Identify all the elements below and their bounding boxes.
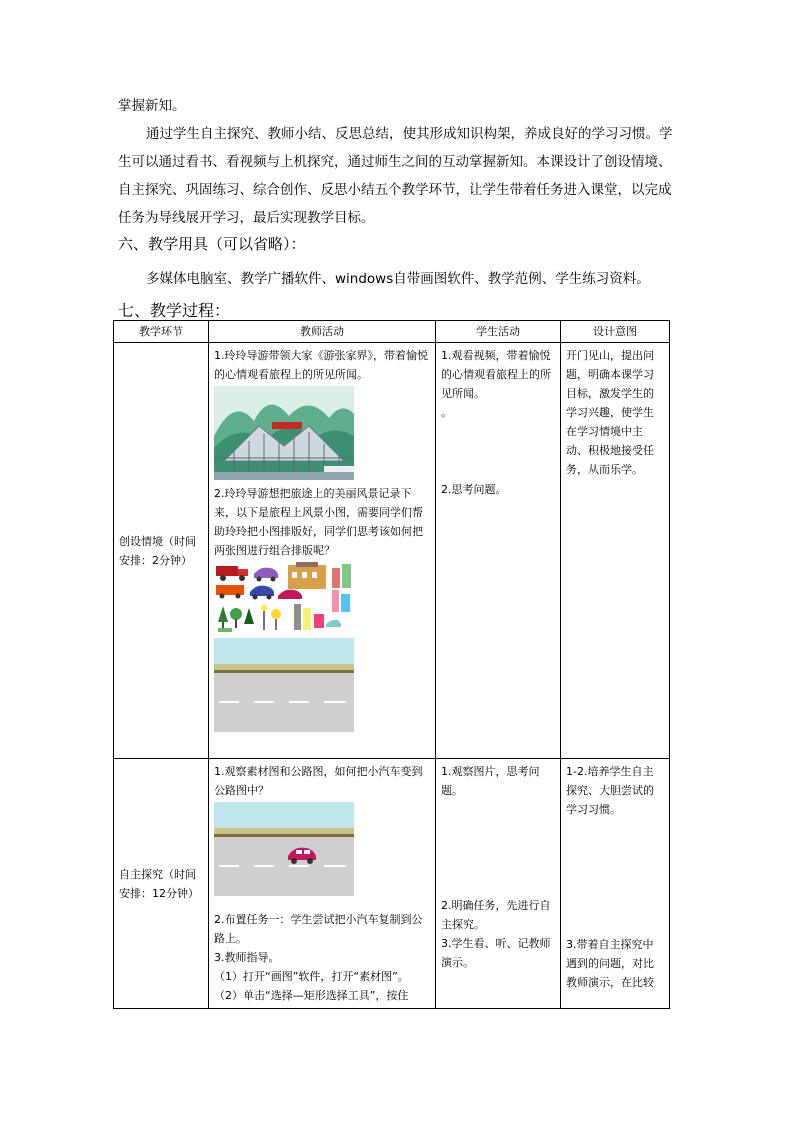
table-row — [114, 759, 670, 1009]
design-intent-cell — [561, 759, 670, 1009]
section7-heading: 七、教学过程： — [118, 301, 231, 320]
section6-heading: 六、教学用具（可以省略）： — [118, 235, 306, 253]
header-intent: 设计意图 — [561, 321, 670, 343]
student-step: 2.明确任务，先进行自主探究。 — [441, 899, 551, 931]
student-note: 。 — [441, 406, 452, 419]
intro-paragraph: 通过学生自主探究、教师小结、反思总结，使其形成知识构架，养成良好的学习习惯。学生可以通过看书、看视频与上机探究，通过师生之间的互动掌握新知。本课设计了创设情境、自主探究、巩固练习、综合创作、反思小结五个教学环节，让学生带着任务进入课堂，以完成任务为导线展开学习，最后实现教学目标。 — [118, 126, 673, 226]
phase-cell: 自主探究（时间安排：12分钟） — [114, 759, 209, 1009]
student-activity-cell — [436, 343, 561, 759]
teacher-step: 1.观察素材图和公路图，如何把小汽车变到公路图中？ — [214, 765, 423, 797]
spacer — [441, 800, 555, 896]
header-phase: 教学环节 — [114, 321, 209, 343]
road-background-image — [214, 638, 354, 732]
student-step: 1.观察图片，思考问题。 — [441, 765, 540, 797]
header-student: 学生活动 — [436, 321, 561, 343]
intent-text: 3.带着自主探究中遇到的问题，对比教师演示，在比较 — [566, 938, 654, 989]
road-with-car-image — [214, 802, 354, 896]
teacher-step: 1.玲玲导游带领大家《游张家界》，带着愉悦的心情观看旅程上的所见所闻。 — [214, 349, 428, 381]
student-step: 3.学生看、听、记教师演示。 — [441, 937, 551, 969]
teaching-process-table — [113, 320, 670, 1009]
student-activity-cell — [436, 759, 561, 1009]
scenery-sprites-image — [214, 562, 354, 634]
teacher-step: （2）单击“选择—矩形选择工具”，按住 — [214, 989, 409, 1002]
teacher-step: 2.布置任务一：学生尝试把小汽车复制到公路上。 — [214, 913, 423, 945]
table-header-row — [114, 321, 670, 343]
intent-text: 1-2.培养学生自主探究、大胆尝试的学习习惯。 — [566, 765, 654, 816]
spacer — [441, 422, 555, 480]
student-step: 2.思考问题。 — [441, 483, 507, 496]
teacher-step: （1）打开“画图”软件，打开“素材图”。 — [214, 970, 409, 983]
header-teacher: 教师活动 — [209, 321, 436, 343]
table-row — [114, 343, 670, 759]
teacher-activity-cell — [209, 759, 436, 1009]
student-step: 1.观看视频，带着愉悦的心情观看旅程上的所见所闻。 — [441, 349, 551, 400]
teacher-step: 2.玲玲导游想把旅途上的美丽风景记录下来，以下是旅程上风景小图，需要同学们帮助玲玲把小图排版好，同学们思考该如何把两张图进行组合排版呢？ — [214, 487, 423, 557]
teacher-step: 3.教师指导。 — [214, 951, 280, 964]
teacher-activity-cell — [209, 343, 436, 759]
section6-body: 多媒体电脑室、教学广播软件、windows自带画图软件、教学范例、学生练习资料。 — [146, 271, 650, 287]
design-intent-cell: 开门见山，提出问题，明确本课学习目标，激发学生的学习兴趣，使学生在学习情境中主动、积极地接受任务，从而乐学。 — [561, 343, 670, 759]
intro-line: 掌握新知。 — [118, 98, 186, 114]
spacer — [566, 819, 664, 935]
phase-cell: 创设情境（时间安排：2分钟） — [114, 343, 209, 759]
zhangjiajie-station-image — [214, 386, 354, 480]
spacer — [214, 900, 430, 910]
